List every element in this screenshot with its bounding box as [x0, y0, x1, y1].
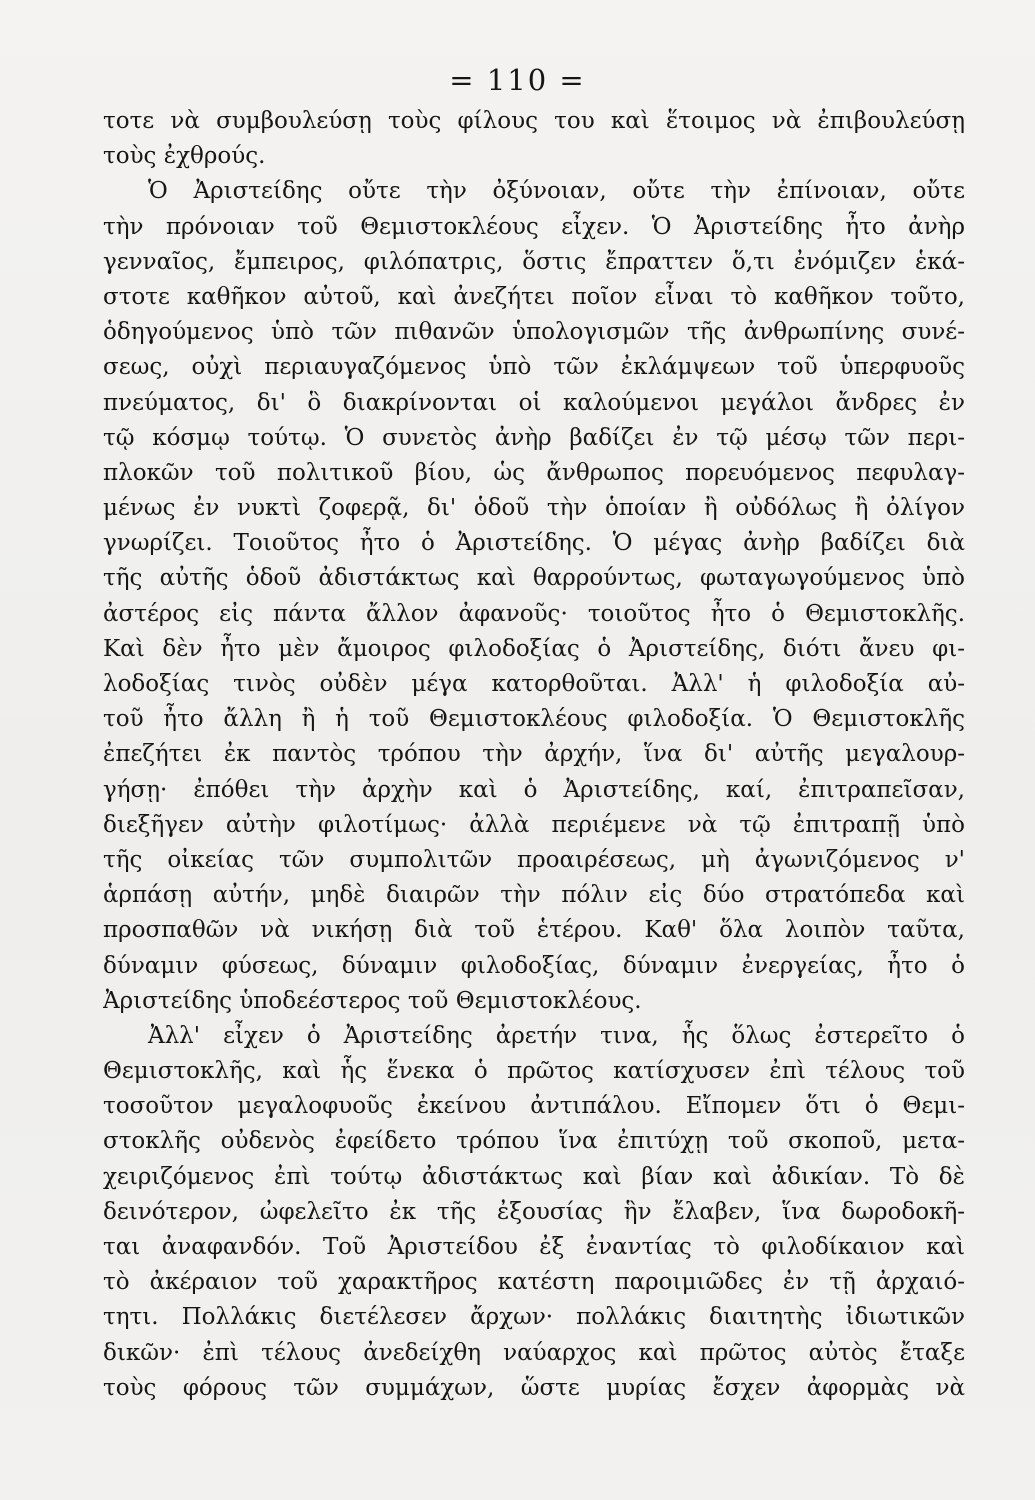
text-line: στοκλῆς οὐδενὸς ἐφείδετο τρόπου ἵνα ἐπιτύχῃ τοῦ σκοποῦ, μετα-: [103, 1128, 965, 1155]
text-line: τῆς αὐτῆς ὁδοῦ ἀδιστάκτως καὶ θαρρούντως, φωταγωγούμενος ὑπὸ: [103, 565, 965, 592]
text-line: ἀστέρος εἰς πάντα ἄλλον ἀφανοῦς· τοιοῦτος ἦτο ὁ Θεμιστοκλῆς.: [103, 600, 965, 627]
text-line: πλοκῶν τοῦ πολιτικοῦ βίου, ὡς ἄνθρωπος πορευόμενος πεφυλαγ-: [103, 459, 965, 486]
text-line: ἁρπάσῃ αὐτήν, μηδὲ διαιρῶν τὴν πόλιν εἰς δύο στρατόπεδα καὶ: [103, 882, 965, 909]
text-line: τὴν πρόνοιαν τοῦ Θεμιστοκλέους εἶχεν. Ὁ Ἀριστείδης ἦτο ἀνὴρ: [103, 213, 965, 240]
text-line: δικῶν· ἐπὶ τέλους ἀνεδείχθη ναύαρχος καὶ πρῶτος αὐτὸς ἔταξε: [103, 1339, 965, 1366]
text-line: τητι. Πολλάκις διετέλεσεν ἄρχων· πολλάκις διαιτητὴς ἰδιωτικῶν: [103, 1304, 965, 1331]
text-line: δύναμιν φύσεως, δύναμιν φιλοδοξίας, δύναμιν ἐνεργείας, ἦτο ὁ: [103, 952, 965, 979]
text-line: λοδοξίας τινὸς οὐδὲν μέγα κατορθοῦται. Ἀλλ' ἡ φιλοδοξία αὐ-: [103, 671, 965, 697]
text-line: τῷ κόσμῳ τούτῳ. Ὁ συνετὸς ἀνὴρ βαδίζει ἐν τῷ μέσῳ τῶν περι-: [103, 424, 965, 451]
text-line: τοῦ ἦτο ἄλλη ἢ ἡ τοῦ Θεμιστοκλέους φιλοδοξία. Ὁ Θεμιστοκλῆς: [103, 706, 965, 733]
text-line: προσπαθῶν νὰ νικήσῃ διὰ τοῦ ἑτέρου. Καθ' ὅλα λοιπὸν ταῦτα,: [103, 917, 965, 944]
text-line: ὁδηγούμενος ὑπὸ τῶν πιθανῶν ὑπολογισμῶν τῆς ἀνθρωπίνης συνέ-: [103, 319, 965, 346]
text-line: δεινότερον, ὠφελεῖτο ἐκ τῆς ἐξουσίας ἣν ἔλαβεν, ἵνα δωροδοκῆ-: [103, 1198, 965, 1225]
text-line: ται ἀναφανδόν. Τοῦ Ἀριστείδου ἐξ ἐναντίας τὸ φιλοδίκαιον καὶ: [103, 1234, 965, 1260]
text-line: ἐπεζήτει ἐκ παντὸς τρόπου τὴν ἀρχήν, ἵνα δι' αὐτῆς μεγαλουρ-: [103, 741, 965, 768]
text-line: τοὺς φόρους τῶν συμμάχων, ὥστε μυρίας ἔσχεν ἀφορμὰς νὰ: [103, 1374, 965, 1401]
text-line: Ἀριστείδης ὑποδεέστερος τοῦ Θεμιστοκλέους.: [103, 987, 642, 1014]
text-line: γενναῖος, ἔμπειρος, φιλόπατρις, ὅστις ἔπραττεν ὅ,τι ἐνόμιζεν ἑκά-: [103, 248, 965, 275]
page-number: = 110 =: [449, 63, 586, 97]
text-line: τὸ ἀκέραιον τοῦ χαρακτῆρος κατέστη παροιμιῶδες ἐν τῇ ἀρχαιό-: [103, 1269, 965, 1296]
text-line: Ὁ Ἀριστείδης οὔτε τὴν ὀξύνοιαν, οὔτε τὴν ἐπίνοιαν, οὔτε: [148, 178, 965, 205]
text-line: Ἀλλ' εἶχεν ὁ Ἀριστείδης ἀρετήν τινα, ἧς ὅλως ἐστερεῖτο ὁ: [148, 1022, 965, 1049]
text-line: διεξῆγεν αὐτὴν φιλοτίμως· ἀλλὰ περιέμενε νὰ τῷ ἐπιτραπῇ ὑπὸ: [103, 811, 965, 838]
text-line: χειριζόμενος ἐπὶ τούτῳ ἀδιστάκτως καὶ βίαν καὶ ἀδικίαν. Τὸ δὲ: [103, 1163, 965, 1190]
text-line: τοτε νὰ συμβουλεύσῃ τοὺς φίλους του καὶ ἕτοιμος νὰ ἐπιβουλεύσῃ: [103, 108, 965, 134]
text-line: γνωρίζει. Τοιοῦτος ἦτο ὁ Ἀριστείδης. Ὁ μέγας ἀνὴρ βαδίζει διὰ: [103, 530, 965, 557]
page-body-text: [103, 104, 965, 1406]
text-line: τῆς οἰκείας τῶν συμπολιτῶν προαιρέσεως, μὴ ἀγωνιζόμενος ν': [103, 846, 965, 873]
text-line: τοσοῦτον μεγαλοφυοῦς ἐκείνου ἀντιπάλου. Εἴπομεν ὅτι ὁ Θεμι-: [103, 1093, 965, 1120]
text-line: στοτε καθῆκον αὐτοῦ, καὶ ἀνεζήτει ποῖον εἶναι τὸ καθῆκον τοῦτο,: [103, 283, 965, 310]
text-line: γήσῃ· ἐπόθει τὴν ἀρχὴν καὶ ὁ Ἀριστείδης, καί, ἐπιτραπεῖσαν,: [103, 776, 965, 803]
text-line: τοὺς ἐχθρούς.: [103, 143, 266, 170]
text-line: πνεύματος, δι' ὃ διακρίνονται οἱ καλούμενοι μεγάλοι ἄνδρες ἐν: [103, 389, 965, 416]
text-line: σεως, οὐχὶ περιαυγαζόμενος ὑπὸ τῶν ἐκλάμψεων τοῦ ὑπερφυοῦς: [103, 354, 965, 381]
text-line: μένως ἐν νυκτὶ ζοφερᾷ, δι' ὁδοῦ τὴν ὁποίαν ἢ οὐδόλως ἢ ὀλίγον: [103, 495, 965, 522]
text-line: Καὶ δὲν ἦτο μὲν ἄμοιρος φιλοδοξίας ὁ Ἀριστείδης, διότι ἄνευ φι-: [103, 635, 965, 662]
text-line: Θεμιστοκλῆς, καὶ ἧς ἕνεκα ὁ πρῶτος κατίσχυσεν ἐπὶ τέλους τοῦ: [103, 1058, 965, 1085]
